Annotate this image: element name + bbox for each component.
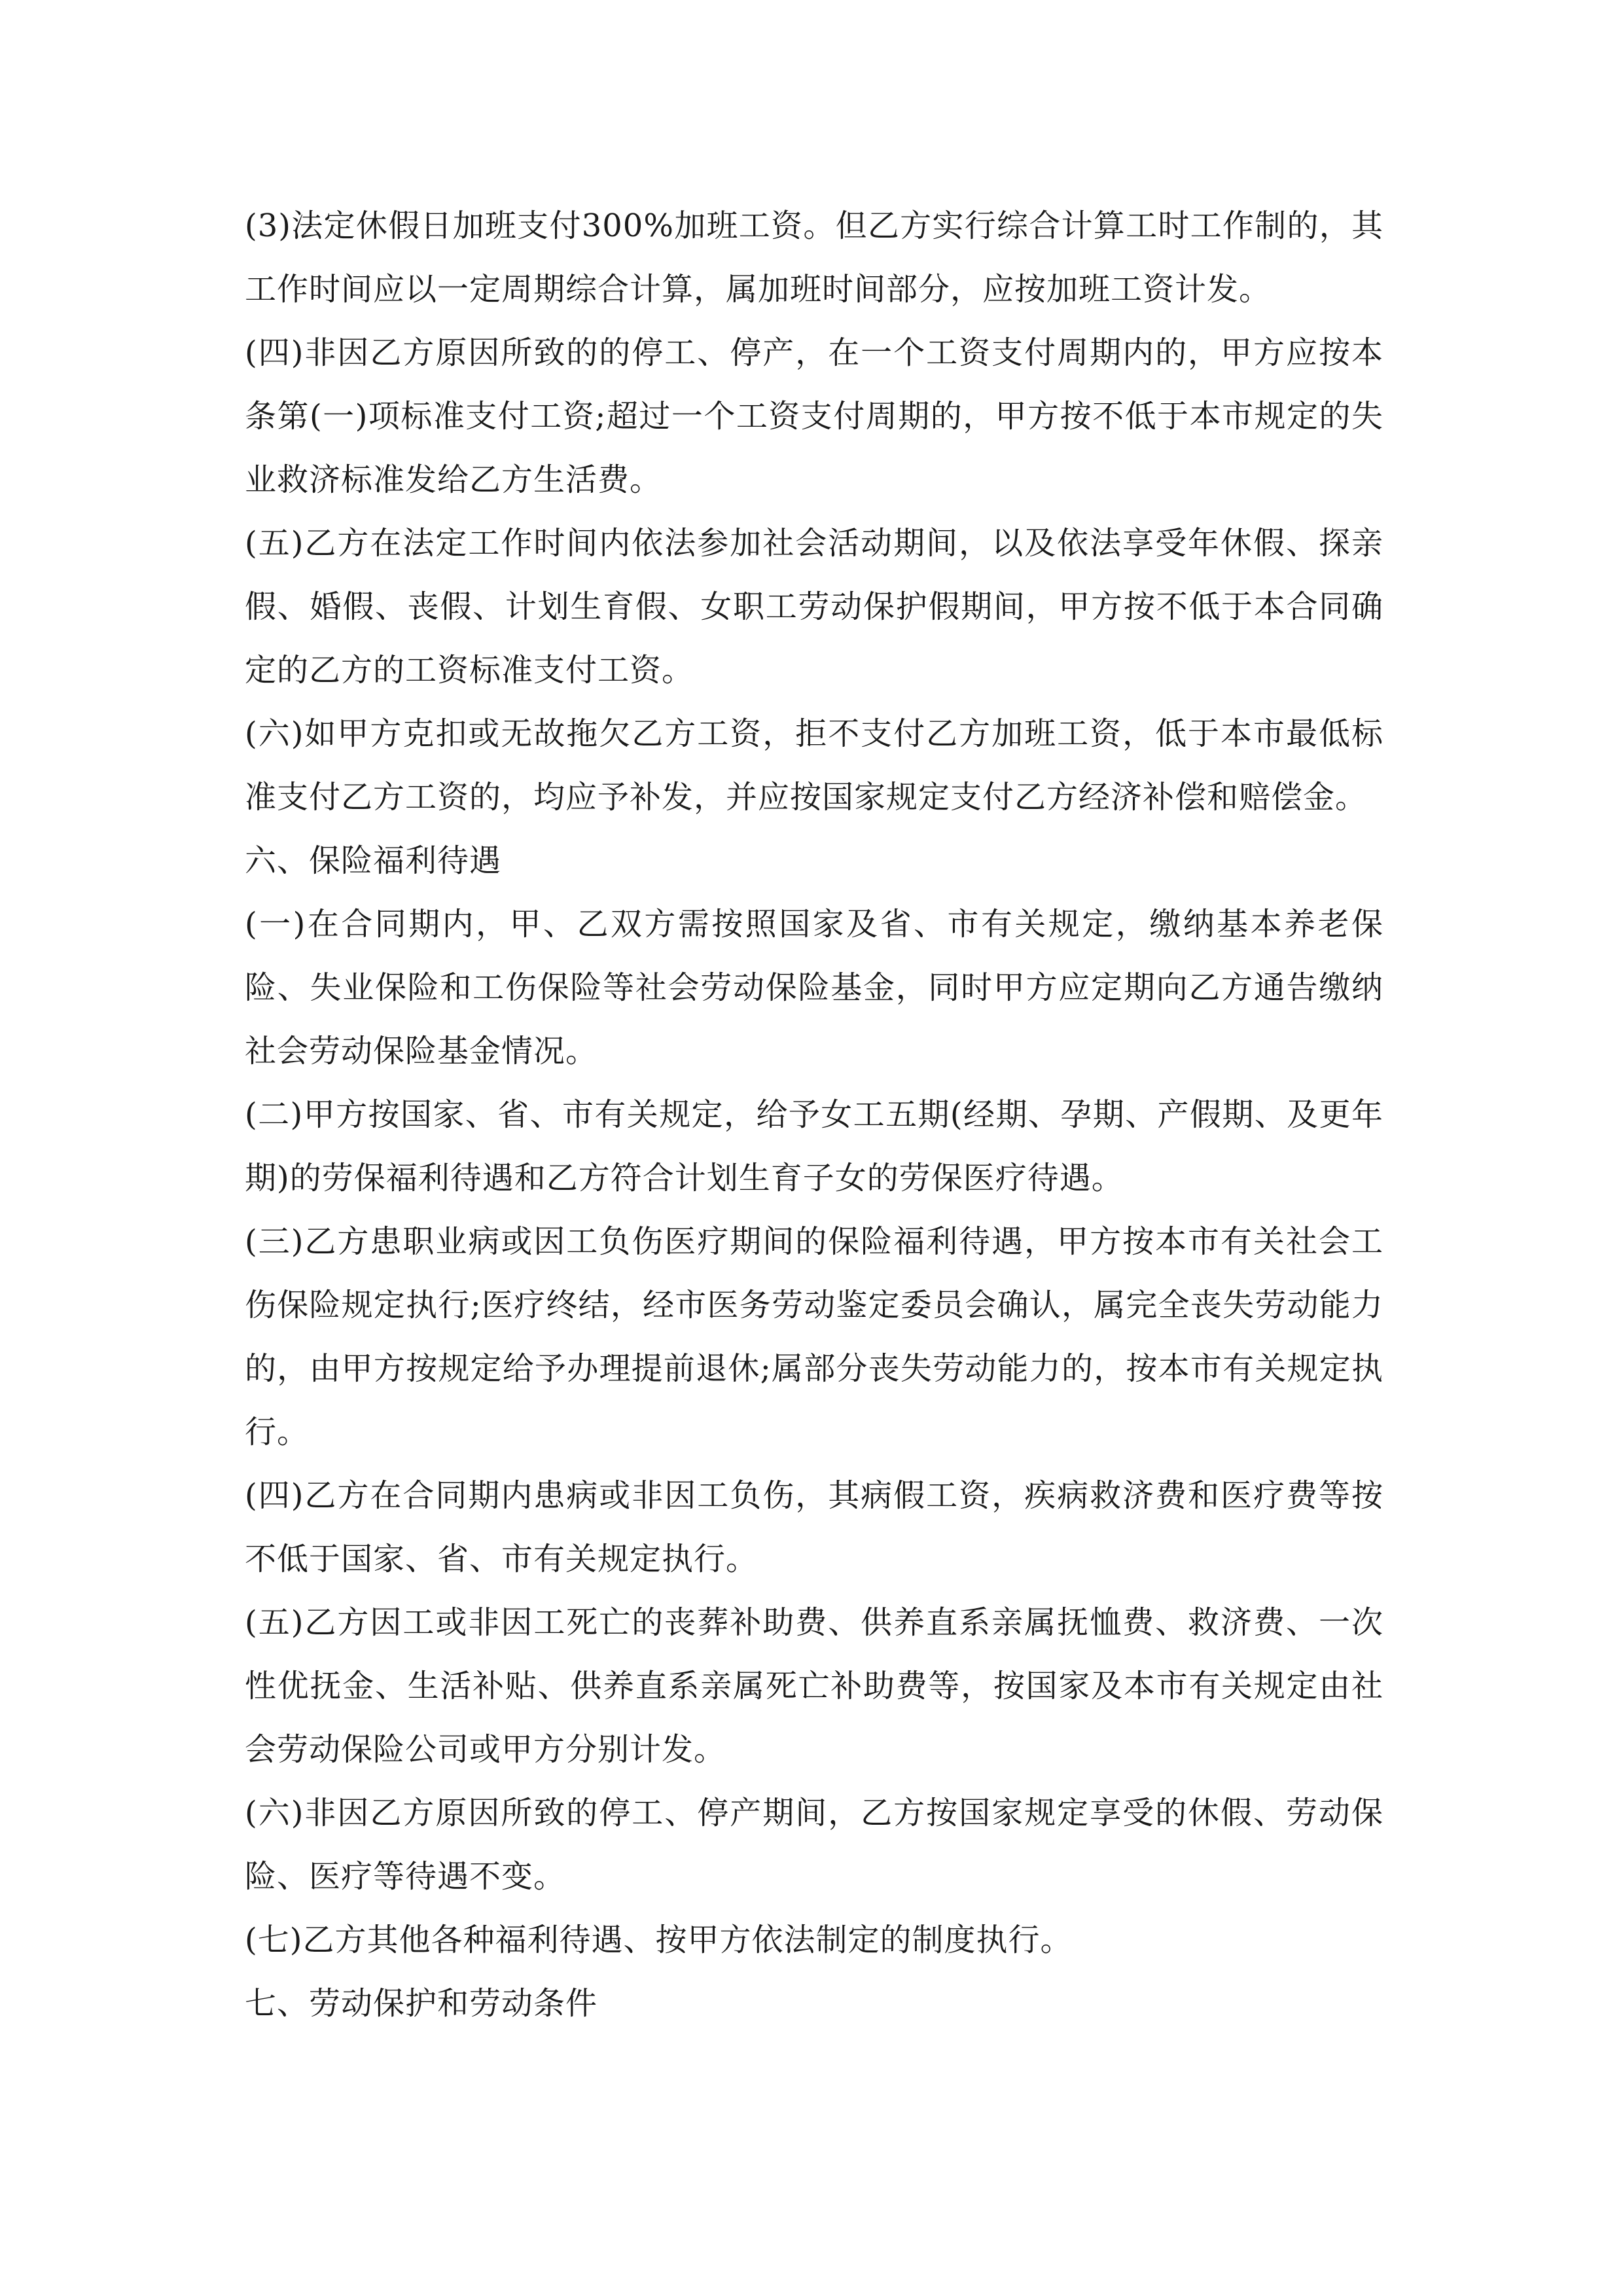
paragraph-social-activity-leave: (五)乙方在法定工作时间内依法参加社会活动期间，以及依法享受年休假、探亲假、婚假、丧假、计划生育假、女职工劳动保护假期间，甲方按不低于本合同确定的乙方的工资标准支付工资。 [245,525,1383,689]
paragraph-stoppage-benefits: (六)非因乙方原因所致的停工、停产期间，乙方按国家规定享受的休假、劳动保险、医疗等待遇不变。 [245,1795,1383,1895]
paragraph-death-benefits: (五)乙方因工或非因工死亡的丧葬补助费、供养直系亲属抚恤费、救济费、一次性优抚金、生活补贴、供养直系亲属死亡补助费等，按国家及本市有关规定由社会劳动保险公司或甲方分别计发。 [245,1604,1383,1768]
paragraph-sick-leave: (四)乙方在合同期内患病或非因工负伤，其病假工资，疾病救济费和医疗费等按不低于国家、省、市有关规定执行。 [245,1477,1383,1577]
section-heading-labor-protection: 七、劳动保护和劳动条件 [245,1985,598,2022]
paragraph-female-worker-benefits: (二)甲方按国家、省、市有关规定，给予女工五期(经期、孕期、产假期、及更年期)的劳保福利待遇和乙方符合计划生育子女的劳保医疗待遇。 [245,1096,1383,1196]
paragraph-overtime-holiday: (3)法定休假日加班支付300%加班工资。但乙方实行综合计算工时工作制的，其工作时间应以一定周期综合计算，属加班时间部分，应按加班工资计发。 [245,207,1383,308]
document-body [245,194,1383,2036]
section-heading-insurance-welfare: 六、保险福利待遇 [245,842,502,879]
paragraph-other-welfare: (七)乙方其他各种福利待遇、按甲方依法制定的制度执行。 [245,1922,1073,1958]
paragraph-social-insurance: (一)在合同期内，甲、乙双方需按照国家及省、市有关规定，缴纳基本养老保险、失业保险和工伤保险等社会劳动保险基金，同时甲方应定期向乙方通告缴纳社会劳动保险基金情况。 [245,906,1383,1069]
paragraph-occupational-injury: (三)乙方患职业病或因工负伤医疗期间的保险福利待遇，甲方按本市有关社会工伤保险规定执行;医疗终结，经市医务劳动鉴定委员会确认，属完全丧失劳动能力的，由甲方按规定给予办理提前退休;属部分丧失劳动能力的，按本市有关规定执行。 [245,1223,1383,1450]
paragraph-work-stoppage-pay: (四)非因乙方原因所致的的停工、停产，在一个工资支付周期内的，甲方应按本条第(一)项标准支付工资;超过一个工资支付周期的，甲方按不低于本市规定的失业救济标准发给乙方生活费。 [245,334,1383,498]
paragraph-wage-arrears: (六)如甲方克扣或无故拖欠乙方工资，拒不支付乙方加班工资，低于本市最低标准支付乙方工资的，均应予补发，并应按国家规定支付乙方经济补偿和赔偿金。 [245,715,1383,816]
